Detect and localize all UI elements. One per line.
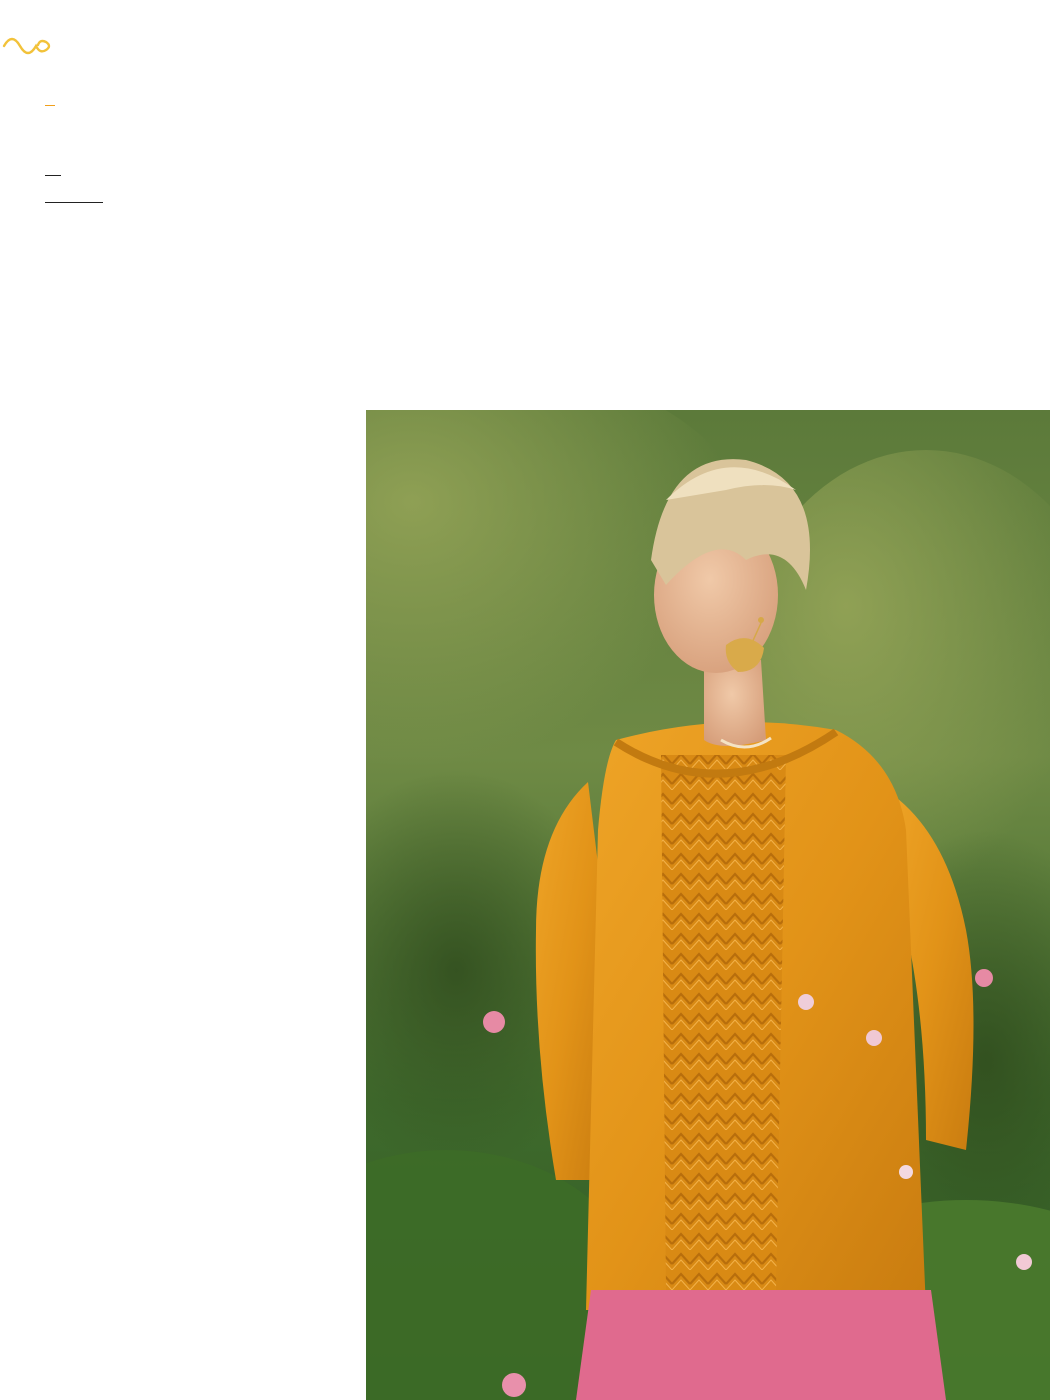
photo-illustration xyxy=(366,410,1050,1400)
ornament-border-top xyxy=(0,26,1050,66)
ornament-border-bottom xyxy=(366,1340,1050,1380)
ornament-border-right xyxy=(996,40,1050,410)
section-tag xyxy=(45,105,55,106)
column-1 xyxy=(45,92,343,301)
brand-pro-lana xyxy=(45,175,61,176)
model-photo xyxy=(366,410,1050,1400)
page-footer xyxy=(860,1322,882,1348)
brand-addi xyxy=(45,202,103,203)
